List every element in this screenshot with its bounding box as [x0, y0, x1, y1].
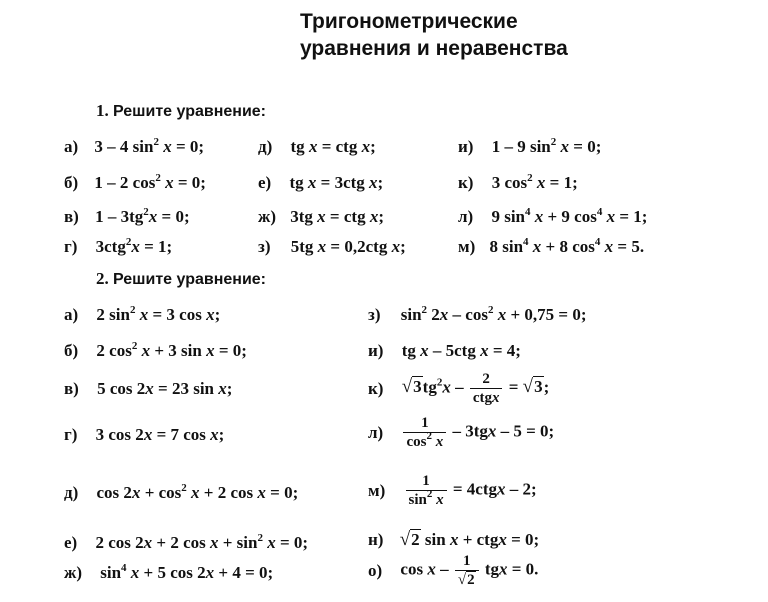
equation: 2 $\cos^2 x + 3$ sin x = 0; — [96, 340, 247, 360]
equation: tg x = 3ctg x; — [289, 173, 384, 192]
task-2-z — [368, 304, 587, 326]
page-title — [300, 8, 660, 62]
task-label: е) — [258, 173, 272, 192]
task-2-a — [64, 304, 220, 326]
task-2-m — [368, 472, 537, 509]
task-2-o — [368, 552, 538, 589]
section-1-number: 1. — [96, 101, 109, 120]
task-1-i — [458, 136, 601, 158]
task-label: з) — [258, 237, 271, 256]
equation: 3ctg$^2$x = 1; — [95, 236, 173, 256]
equation: 1 – 2 $\cos^2 x = 0$; — [94, 172, 206, 192]
task-2-l — [368, 414, 554, 451]
task-1-b — [64, 172, 206, 194]
equation: 3 – 4 $\sin^2 x = 0$; — [94, 136, 205, 156]
equation: 3tg x = ctg x; — [290, 207, 384, 226]
task-label: з) — [368, 305, 381, 324]
task-label: л) — [458, 207, 474, 226]
task-2-zh — [64, 562, 273, 584]
equation: 2 $\sin^2 x = 3$ cos x; — [96, 304, 221, 324]
task-label: а) — [64, 137, 79, 156]
equation: 1 – 9 $\sin^2 x = 0$; — [491, 136, 602, 156]
task-label: л) — [368, 422, 384, 442]
equation: 3 cos 2x = 7 cos x; — [95, 425, 225, 444]
equation: 9 $\sin^4 x + 9$ $\cos^4 x = 1$; — [491, 206, 648, 226]
task-label: к) — [368, 378, 384, 398]
equation: 5tg x = 0,2ctg x; — [290, 237, 406, 256]
task-label: ж) — [258, 207, 276, 226]
section-1-heading — [96, 101, 266, 121]
task-label: д) — [258, 137, 273, 156]
task-1-d — [258, 136, 376, 158]
equation: $\sin^4 x + 5$ cos 2x + 4 = 0; — [100, 562, 274, 582]
task-label: о) — [368, 560, 383, 580]
section-1-heading-text: Решите уравнение: — [113, 103, 267, 120]
task-1-a — [64, 136, 204, 158]
equation: $1 - 3tg^2x = 0$; — [95, 206, 190, 226]
task-1-l — [458, 206, 647, 228]
task-2-n — [368, 529, 539, 551]
task-1-v — [64, 206, 190, 228]
equation: $\cos 2x + \cos^2 x + 2$ cos x = 0; — [96, 482, 299, 502]
task-label: ж) — [64, 563, 82, 582]
task-1-m — [458, 236, 644, 258]
equation: cos x – $\frac{1}{√2}$ tgx = 0. — [400, 553, 539, 588]
task-label: б) — [64, 341, 79, 360]
task-1-e — [258, 172, 383, 194]
section-2-heading — [96, 269, 266, 289]
task-2-i — [368, 340, 521, 362]
task-2-k — [368, 370, 549, 407]
task-1-k — [458, 172, 578, 194]
equation: $\frac{1}{\sin^2 x}$ = 4ctgx – 2; — [404, 472, 537, 509]
equation: 5 cos 2x = 23 sin x; — [97, 379, 233, 398]
equation: tg x – 5ctg x = 4; — [401, 341, 521, 360]
task-1-zh — [258, 206, 384, 228]
title-line-1: Тригонометрические — [300, 10, 518, 33]
task-1-z — [258, 236, 406, 258]
task-2-b — [64, 340, 247, 362]
task-label: г) — [64, 237, 78, 256]
task-label: и) — [458, 137, 474, 156]
equation: $\frac{1}{\cos^2 x}$ – 3tgx – 5 = 0; — [401, 414, 554, 451]
task-2-d — [64, 482, 298, 504]
section-2-heading-text: Решите уравнение: — [113, 271, 267, 288]
task-label: и) — [368, 341, 384, 360]
task-1-g — [64, 236, 172, 258]
task-label: м) — [368, 480, 386, 500]
equation: $√3tg^2x$ – $\frac{2}{\text{ctgx}}$ = √3; — [401, 371, 550, 406]
task-label: в) — [64, 207, 79, 226]
equation: √2 sin x + ctgx = 0; — [399, 529, 540, 550]
task-label: к) — [458, 173, 474, 192]
task-label: в) — [64, 379, 79, 398]
equation: 3 $\cos^2 x = 1$; — [491, 172, 578, 192]
task-label: е) — [64, 533, 78, 552]
equation: 2 cos 2x + 2 $\cos x + \sin^2 x = 0$; — [95, 532, 309, 552]
equation: $\sin^2 2x - \cos^2 x + 0,75 = 0$; — [400, 304, 587, 324]
task-label: а) — [64, 305, 79, 324]
task-2-v — [64, 378, 232, 400]
section-2-number: 2. — [96, 269, 109, 288]
task-2-e — [64, 532, 308, 554]
task-label: г) — [64, 425, 78, 444]
task-2-g — [64, 424, 224, 446]
task-label: б) — [64, 173, 79, 192]
task-label: м) — [458, 237, 476, 256]
task-label: н) — [368, 530, 384, 549]
equation: tg x = ctg x; — [290, 137, 376, 156]
equation: 8 $\sin^4 x + 8$ $\cos^4 x = 5$. — [489, 236, 645, 256]
title-line-2: уравнения и неравенства — [300, 37, 568, 60]
task-label: д) — [64, 483, 79, 502]
